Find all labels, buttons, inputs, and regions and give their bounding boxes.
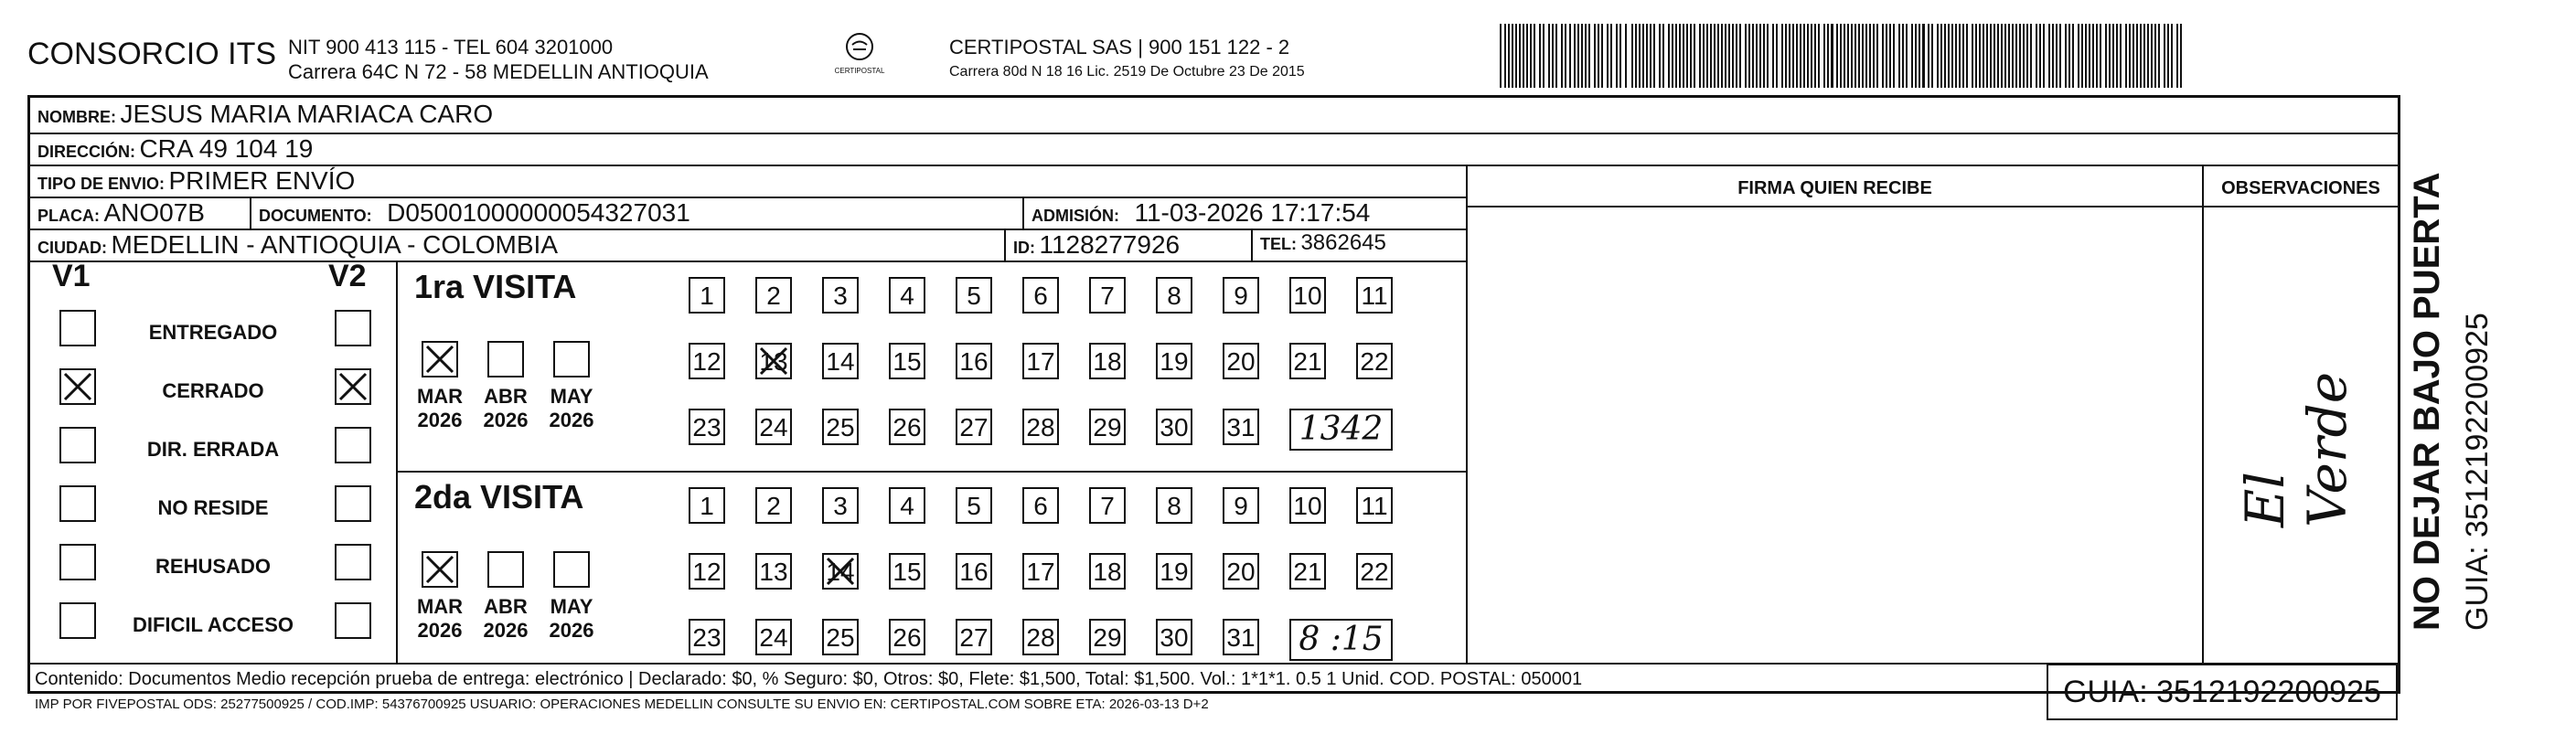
- status-option-label: CERRADO: [162, 379, 264, 402]
- status-option-label: DIFICIL ACCESO: [132, 613, 294, 636]
- v2-title: V2: [328, 259, 367, 293]
- day-checkbox[interactable]: 12: [689, 343, 725, 379]
- logo-mark-icon: [844, 31, 875, 62]
- status-option-label: REHUSADO: [155, 555, 271, 578]
- tel-field: [1260, 230, 1386, 256]
- month-checkbox[interactable]: [553, 341, 590, 378]
- day-checkbox[interactable]: 7: [1089, 487, 1126, 524]
- day-checkbox[interactable]: 21: [1289, 343, 1326, 379]
- day-checkbox[interactable]: 14: [822, 553, 859, 590]
- day-checkbox[interactable]: 11: [1356, 487, 1393, 524]
- month-year: 2026: [483, 619, 529, 642]
- month-label: [544, 595, 599, 643]
- certipostal-line: CERTIPOSTAL SAS | 900 151 122 - 2: [949, 36, 1290, 58]
- no-dejar-bajo-puerta: NO DEJAR BAJO PUERTA: [2407, 172, 2447, 631]
- tipo-envio-label: TIPO DE ENVIO:: [37, 175, 166, 193]
- barcode: [1500, 24, 2186, 88]
- company-info: [288, 35, 709, 84]
- day-checkbox[interactable]: 2: [755, 277, 792, 314]
- handwritten-time: 1342: [1289, 409, 1393, 451]
- month-checkbox[interactable]: [422, 551, 458, 588]
- day-checkbox[interactable]: 13: [755, 553, 792, 590]
- placa-label: PLACA:: [37, 207, 100, 225]
- day-checkbox[interactable]: 31: [1223, 409, 1259, 445]
- v2-checkbox[interactable]: [335, 427, 371, 463]
- month-label: [478, 595, 533, 643]
- day-checkbox[interactable]: 11: [1356, 277, 1393, 314]
- admision-field: [1031, 198, 1370, 228]
- day-checkbox[interactable]: 26: [889, 619, 925, 655]
- day-checkbox[interactable]: 28: [1022, 619, 1059, 655]
- documento-label: DOCUMENTO:: [259, 207, 372, 225]
- month-name: MAR: [416, 595, 464, 618]
- v2-checkbox[interactable]: [335, 544, 371, 580]
- day-checkbox[interactable]: 4: [889, 487, 925, 524]
- day-checkbox[interactable]: 25: [822, 619, 859, 655]
- day-checkbox[interactable]: 27: [956, 409, 992, 445]
- observaciones-title: OBSERVACIONES: [2221, 178, 2380, 198]
- day-checkbox[interactable]: 21: [1289, 553, 1326, 590]
- placa-field: [37, 198, 205, 228]
- status-option-label: ENTREGADO: [148, 321, 278, 344]
- admision-label: ADMISIÓN:: [1031, 207, 1119, 225]
- placa-value: ANO07B: [103, 198, 205, 227]
- v2-checkbox[interactable]: [335, 602, 371, 639]
- side-guia-number: GUIA: 3512192200925: [2460, 313, 2495, 631]
- direccion-label: DIRECCIÓN:: [37, 143, 135, 161]
- id-value: 1128277926: [1039, 230, 1181, 259]
- day-checkbox[interactable]: 25: [822, 409, 859, 445]
- day-checkbox[interactable]: 17: [1022, 343, 1059, 379]
- certipostal-logo: [828, 31, 892, 86]
- admision-value: 11-03-2026 17:17:54: [1134, 198, 1371, 227]
- day-checkbox[interactable]: 9: [1223, 487, 1259, 524]
- day-checkbox[interactable]: 30: [1156, 409, 1192, 445]
- day-checkbox[interactable]: 20: [1223, 343, 1259, 379]
- day-checkbox[interactable]: 3: [822, 487, 859, 524]
- month-label: [544, 385, 599, 432]
- day-checkbox[interactable]: 17: [1022, 553, 1059, 590]
- footer-print-line: IMP POR FIVEPOSTAL ODS: 25277500925 / COD.IMP: 54376700925 USUARIO: OPERACIONES MEDELLIN CONSULTE SU ENVIO EN: CERTIPOSTAL.COM SOBRE ETA: 2026-03-13 D+2: [35, 697, 1209, 712]
- tel-value: 3862645: [1300, 230, 1386, 255]
- nombre-label: NOMBRE:: [37, 108, 116, 126]
- day-checkbox[interactable]: 14: [822, 343, 859, 379]
- month-name: MAY: [550, 385, 593, 408]
- day-checkbox[interactable]: 9: [1223, 277, 1259, 314]
- month-label: [412, 385, 467, 432]
- day-checkbox[interactable]: 16: [956, 553, 992, 590]
- day-checkbox[interactable]: 31: [1223, 619, 1259, 655]
- id-label: ID:: [1013, 239, 1035, 257]
- day-checkbox[interactable]: 7: [1089, 277, 1126, 314]
- status-option-label: DIR. ERRADA: [146, 438, 280, 461]
- day-checkbox[interactable]: 1: [689, 277, 725, 314]
- day-checkbox[interactable]: 20: [1223, 553, 1259, 590]
- v2-checkbox[interactable]: [335, 310, 371, 346]
- day-checkbox[interactable]: 27: [956, 619, 992, 655]
- month-year: 2026: [549, 619, 594, 642]
- month-checkbox[interactable]: [553, 551, 590, 588]
- direccion-row: [37, 134, 313, 164]
- status-option-label: NO RESIDE: [157, 496, 269, 519]
- company-name: CONSORCIO ITS: [27, 37, 277, 71]
- month-year: 2026: [549, 409, 594, 431]
- day-checkbox[interactable]: 19: [1156, 343, 1192, 379]
- day-checkbox[interactable]: 10: [1289, 487, 1326, 524]
- day-checkbox[interactable]: 3: [822, 277, 859, 314]
- id-field: [1013, 230, 1180, 260]
- logo-text: CERTIPOSTAL: [834, 67, 885, 75]
- day-checkbox[interactable]: 13: [755, 343, 792, 379]
- certipostal-info: [949, 35, 1305, 84]
- month-year: 2026: [417, 409, 463, 431]
- day-checkbox[interactable]: 30: [1156, 619, 1192, 655]
- day-checkbox[interactable]: 28: [1022, 409, 1059, 445]
- guia-number: GUIA: 3512192200925: [2047, 664, 2398, 720]
- v1-title: V1: [52, 259, 91, 293]
- v2-checkbox[interactable]: [335, 485, 371, 522]
- visit-title: 2da VISITA: [414, 478, 584, 516]
- day-checkbox[interactable]: 29: [1089, 619, 1126, 655]
- month-checkbox[interactable]: [487, 551, 524, 588]
- day-checkbox[interactable]: 6: [1022, 487, 1059, 524]
- documento-field: [259, 198, 690, 228]
- ciudad-label: CIUDAD:: [37, 239, 107, 257]
- ciudad-value: MEDELLIN - ANTIOQUIA - COLOMBIA: [111, 230, 558, 259]
- visit-title: 1ra VISITA: [414, 268, 577, 305]
- company-address: Carrera 64C N 72 - 58 MEDELLIN ANTIOQUIA: [288, 60, 709, 83]
- day-checkbox[interactable]: 24: [755, 619, 792, 655]
- day-checkbox[interactable]: 4: [889, 277, 925, 314]
- month-name: MAR: [416, 385, 464, 408]
- firma-title: FIRMA QUIEN RECIBE: [1737, 178, 1932, 198]
- day-checkbox[interactable]: 26: [889, 409, 925, 445]
- tel-label: TEL:: [1260, 235, 1297, 253]
- day-checkbox[interactable]: 23: [689, 619, 725, 655]
- certipostal-address: Carrera 80d N 18 16 Lic. 2519 De Octubre 23 De 2015: [949, 64, 1305, 80]
- day-checkbox[interactable]: 19: [1156, 553, 1192, 590]
- month-label: [478, 385, 533, 432]
- day-checkbox[interactable]: 16: [956, 343, 992, 379]
- day-checkbox[interactable]: 5: [956, 277, 992, 314]
- nombre-row: [37, 100, 493, 129]
- day-checkbox[interactable]: 15: [889, 553, 925, 590]
- month-year: 2026: [417, 619, 463, 642]
- day-checkbox[interactable]: 29: [1089, 409, 1126, 445]
- handwritten-time: 8 :15: [1289, 619, 1393, 661]
- footer-content-line: Contenido: Documentos Medio recepción prueba de entrega: electrónico | Declarado: $0, % Seguro: $0, Otros: $0, Flete: $1,500, Total: $1,500. Vol.: 1*1*1. 0.5 1 Unid. COD. POSTAL: 050001: [35, 669, 1583, 689]
- day-checkbox[interactable]: 2: [755, 487, 792, 524]
- month-name: ABR: [484, 385, 528, 408]
- documento-value: D05001000000054327031: [387, 198, 690, 227]
- day-checkbox[interactable]: 6: [1022, 277, 1059, 314]
- day-checkbox[interactable]: 24: [755, 409, 792, 445]
- day-checkbox[interactable]: 23: [689, 409, 725, 445]
- ciudad-field: [37, 230, 558, 260]
- month-checkbox[interactable]: [422, 341, 458, 378]
- tipo-envio-value: PRIMER ENVÍO: [168, 166, 356, 195]
- day-checkbox[interactable]: 12: [689, 553, 725, 590]
- nombre-value: JESUS MARIA MARIACA CARO: [120, 100, 494, 128]
- day-checkbox[interactable]: 22: [1356, 553, 1393, 590]
- month-year: 2026: [483, 409, 529, 431]
- day-checkbox[interactable]: 5: [956, 487, 992, 524]
- day-checkbox[interactable]: 15: [889, 343, 925, 379]
- month-checkbox[interactable]: [487, 341, 524, 378]
- v2-checkbox[interactable]: [335, 368, 371, 405]
- month-label: [412, 595, 467, 643]
- day-checkbox[interactable]: 18: [1089, 343, 1126, 379]
- day-checkbox[interactable]: 1: [689, 487, 725, 524]
- day-checkbox[interactable]: 8: [1156, 277, 1192, 314]
- direccion-value: CRA 49 104 19: [139, 134, 314, 163]
- recipient-signature: El Verde: [2234, 371, 2358, 527]
- delivery-form: [27, 95, 2400, 694]
- day-checkbox[interactable]: 10: [1289, 277, 1326, 314]
- day-checkbox[interactable]: 8: [1156, 487, 1192, 524]
- month-name: MAY: [550, 595, 593, 618]
- nit-line: NIT 900 413 115 - TEL 604 3201000: [288, 36, 614, 58]
- month-name: ABR: [484, 595, 528, 618]
- tipo-envio-row: [37, 166, 355, 196]
- day-checkbox[interactable]: 22: [1356, 343, 1393, 379]
- day-checkbox[interactable]: 18: [1089, 553, 1126, 590]
